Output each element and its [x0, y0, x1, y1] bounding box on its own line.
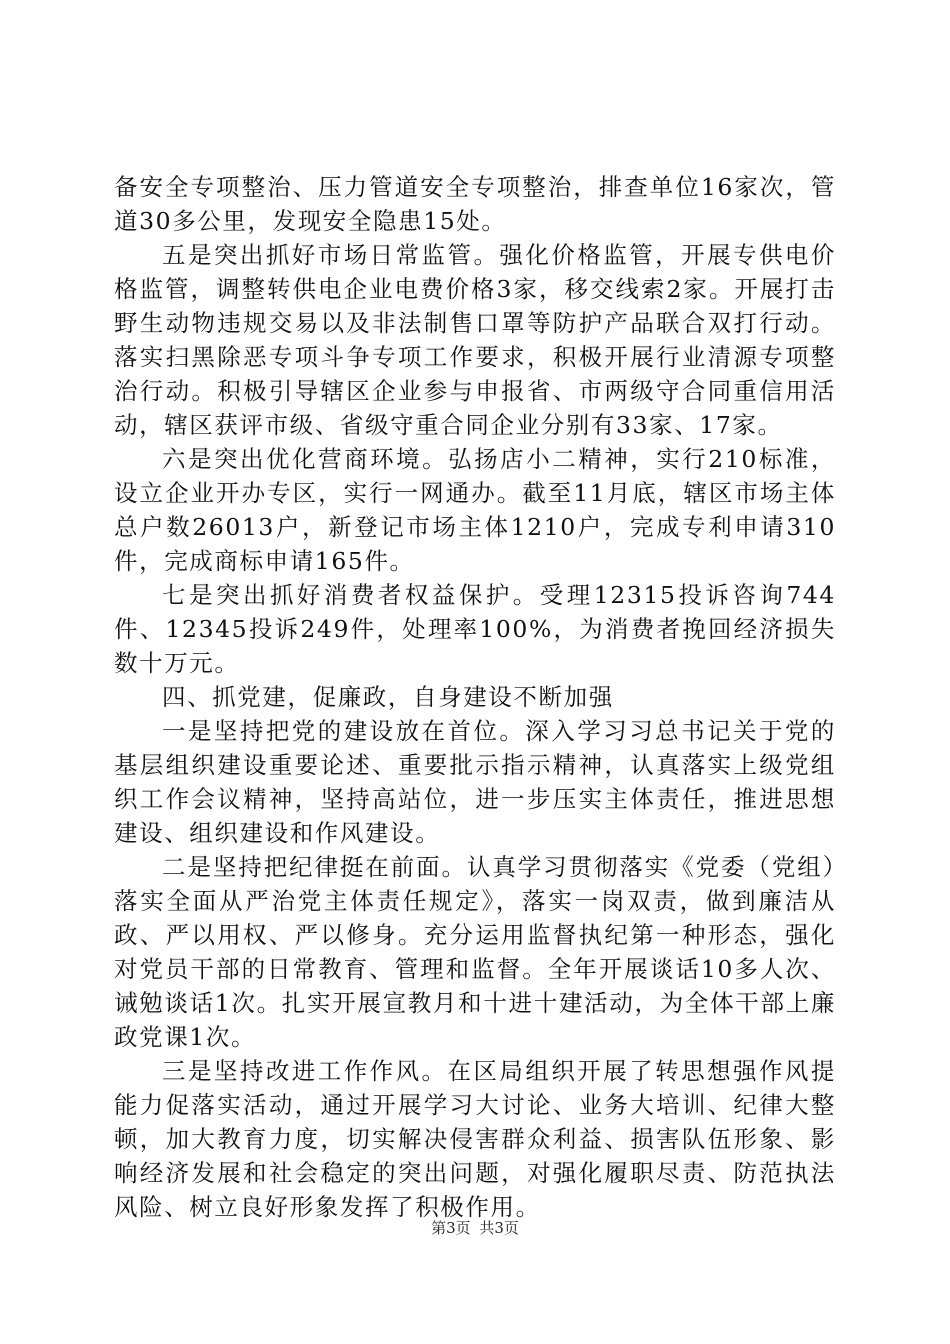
paragraph: 三是坚持改进工作作风。在区局组织开展了转思想强作风提能力促落实活动，通过开展学习大讨论、业务大培训、纪律大整顿，加大教育力度，切实解决侵害群众利益、损害队伍形象、影响经济发展和社会稳定的突出问题，对强化履职尽责、防范执法风险、树立良好形象发挥了积极作用。 [114, 1057, 836, 1221]
paragraph: 五是突出抓好市场日常监管。强化价格监管，开展专供电价格监管，调整转供电企业电费价格3家，移交线索2家。开展打击野生动物违规交易以及非法制售口罩等防护产品联合双打行动。落实扫黑除恶专项斗争专项工作要求，积极开展行业清源专项整治行动。积极引导辖区企业参与申报省、市两级守合同重信用活动，辖区获评市级、省级守重合同企业分别有33家、17家。 [114, 241, 836, 439]
page-number: 第3页 [431, 1219, 471, 1237]
section-heading: 四、抓党建，促廉政，自身建设不断加强 [162, 683, 614, 711]
paragraph: 七是突出抓好消费者权益保护。受理12315投诉咨询744件、12345投诉249件，处理率100%，为消费者挽回经济损失数十万元。 [114, 581, 836, 677]
page-total: 共3页 [479, 1219, 519, 1237]
page-footer [0, 1218, 950, 1238]
paragraph: 备安全专项整治、压力管道安全专项整治，排查单位16家次，管道30多公里，发现安全隐患15处。 [114, 173, 836, 235]
paragraph: 二是坚持把纪律挺在前面。认真学习贯彻落实《党委（党组）落实全面从严治党主体责任规定》，落实一岗双责，做到廉洁从政、严以用权、严以修身。充分运用监督执纪第一种形态，强化对党员干部的日常教育、管理和监督。全年开展谈话10多人次、诫勉谈话1次。扎实开展宣教月和十进十建活动，为全体干部上廉政党课1次。 [114, 853, 836, 1051]
document-body [114, 170, 836, 1224]
paragraph: 六是突出优化营商环境。弘扬店小二精神，实行210标准，设立企业开办专区，实行一网通办。截至11月底，辖区市场主体总户数26013户，新登记市场主体1210户，完成专利申请310件，完成商标申请165件。 [114, 445, 836, 575]
paragraph: 一是坚持把党的建设放在首位。深入学习习总书记关于党的基层组织建设重要论述、重要批示指示精神，认真落实上级党组织工作会议精神，坚持高站位，进一步压实主体责任，推进思想建设、组织建设和作风建设。 [114, 717, 836, 847]
